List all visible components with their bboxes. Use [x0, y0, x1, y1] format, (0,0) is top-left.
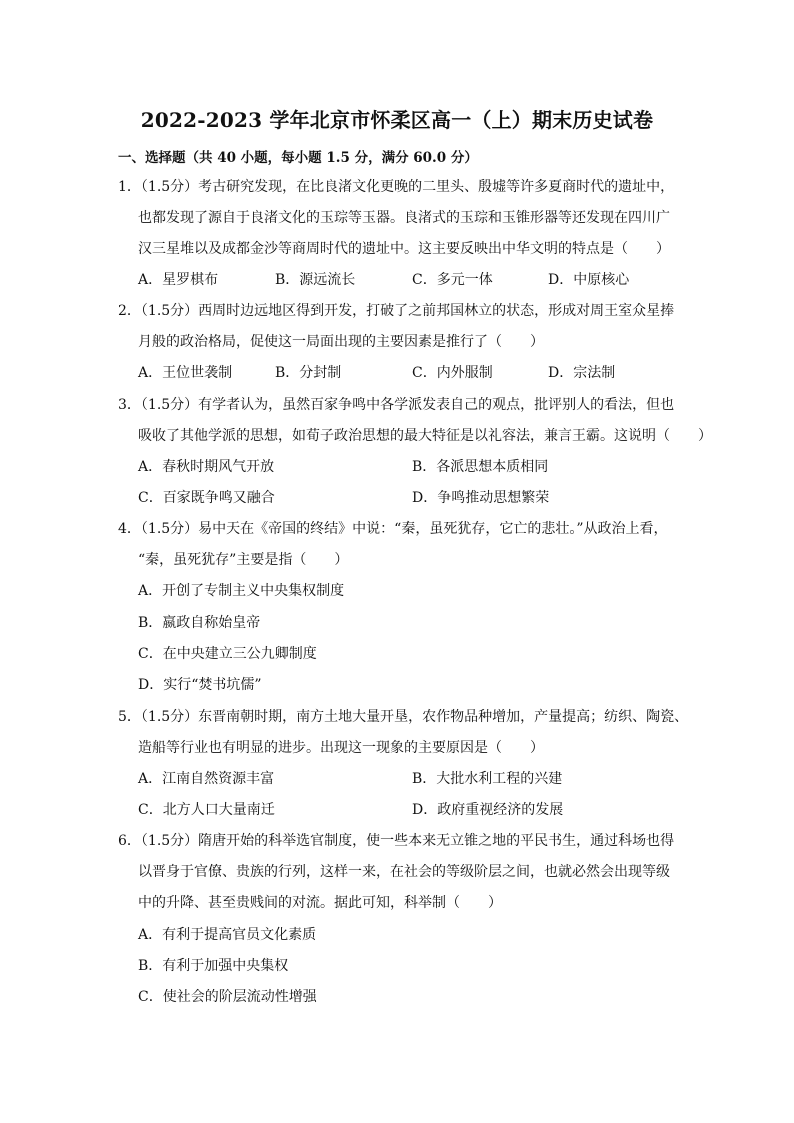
question-4-option-b: B．嬴政自称始皇帝 [138, 615, 261, 631]
question-3-line-2: 吸收了其他学派的思想，如荀子政治思想的最大特征是以礼容法，兼言王霸。这说明（ ） [138, 428, 712, 444]
question-5-option-c: C．北方人口大量南迁 [138, 802, 275, 818]
question-4-line-2: “秦，虽死犹存”主要是指（ ） [138, 552, 349, 568]
question-5-option-a: A．江南自然资源丰富 [138, 771, 275, 787]
question-4-option-d: D．实行“焚书坑儒” [138, 677, 262, 693]
page-title: 2022-2023 学年北京市怀柔区高一（上）期末历史试卷 [140, 108, 654, 132]
question-1-option-d: D．中原核心 [548, 272, 630, 288]
question-3-option-d: D．争鸣推动思想繁荣 [412, 490, 550, 506]
question-1-line-3: 汉三星堆以及成都金沙等商周时代的遗址中。这主要反映出中华文明的特点是（ ） [138, 241, 670, 257]
question-2-option-c: C．内外服制 [412, 365, 493, 381]
question-2-line-1: 2．（1.5分）西周时边远地区得到开发，打破了之前邦国林立的状态，形成对周王室众星捧 [118, 303, 675, 319]
question-6-line-1: 6．（1.5分）隋唐开始的科举选官制度，使一些本来无立锥之地的平民书生，通过科场也得 [118, 833, 675, 849]
question-2-option-b: B．分封制 [275, 365, 342, 381]
question-6-option-b: B．有利于加强中央集权 [138, 958, 289, 974]
question-1-line-1: 1．（1.5分）考古研究发现，在比良渚文化更晚的二里头、殷墟等许多夏商时代的遗址中， [118, 179, 675, 195]
question-3-option-a: A．春秋时期风气开放 [138, 459, 275, 475]
question-5-line-1: 5．（1.5分）东晋南朝时期，南方土地大量开垦，农作物品种增加，产量提高；纺织、陶瓷、 [118, 709, 689, 725]
question-3-line-1: 3．（1.5分）有学者认为，虽然百家争鸣中各学派发表自己的观点，批评别人的看法，但也 [118, 397, 675, 413]
question-2-line-2: 月般的政治格局，促使这一局面出现的主要因素是推行了（ ） [138, 334, 544, 350]
question-4-option-c: C．在中央建立三公九卿制度 [138, 646, 317, 662]
question-6-line-3: 中的升降、甚至贵贱间的对流。据此可知，科举制（ ） [138, 895, 502, 911]
question-6-line-2: 以晋身于官僚、贵族的行列，这样一来，在社会的等级阶层之间，也就必然会出现等级 [138, 864, 670, 880]
question-1-option-a: A．星罗棋布 [138, 272, 219, 288]
question-3-option-c: C．百家既争鸣又融合 [138, 490, 275, 506]
question-1-line-2: 也都发现了源自于良渚文化的玉琮等玉器。良渚式的玉琮和玉锥形器等还发现在四川广 [138, 210, 670, 226]
question-1-option-c: C．多元一体 [412, 272, 493, 288]
question-4-option-a: A．开创了专制主义中央集权制度 [138, 583, 345, 599]
question-4-line-1: 4．（1.5分）易中天在《帝国的终结》中说：“秦，虽死犹存，它亡的悲壮。”从政治上看， [118, 521, 668, 537]
question-2-option-a: A．王位世袭制 [138, 365, 233, 381]
section-heading: 一、选择题（共 40 小题，每小题 1.5 分，满分 60.0 分） [118, 150, 478, 166]
question-6-option-c: C．使社会的阶层流动性增强 [138, 989, 317, 1005]
question-2-option-d: D．宗法制 [548, 365, 616, 381]
question-5-option-b: B．大批水利工程的兴建 [412, 771, 563, 787]
question-6-option-a: A．有利于提高官员文化素质 [138, 927, 317, 943]
question-1-option-b: B．源远流长 [275, 272, 356, 288]
question-5-option-d: D．政府重视经济的发展 [412, 802, 564, 818]
question-5-line-2: 造船等行业也有明显的进步。出现这一现象的主要原因是（ ） [138, 740, 544, 756]
question-3-option-b: B．各派思想本质相同 [412, 459, 549, 475]
